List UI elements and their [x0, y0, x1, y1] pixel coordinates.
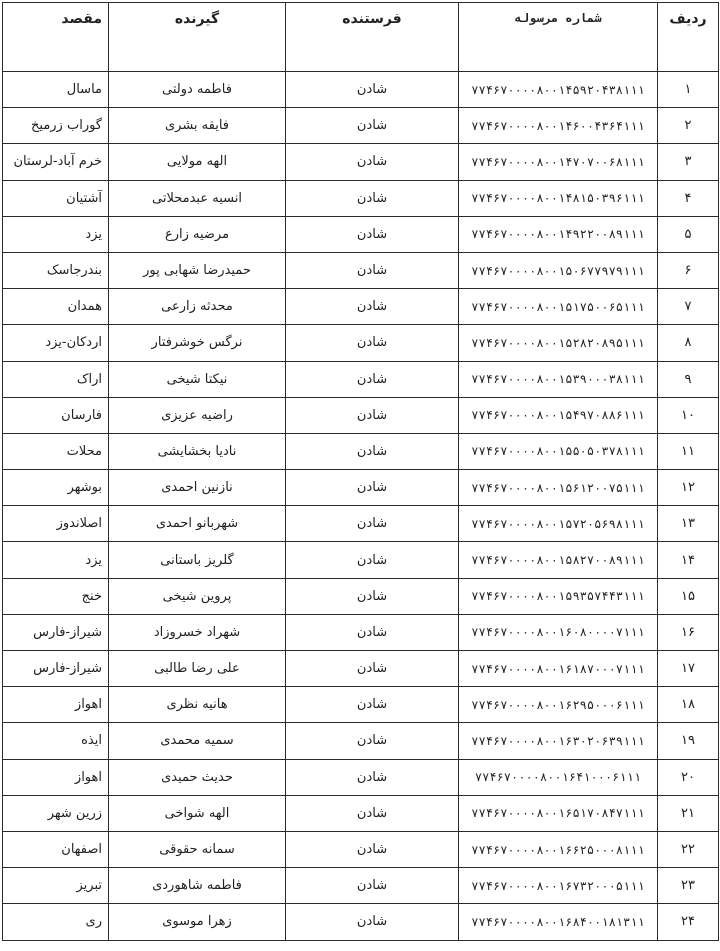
- tracking-number-cell: ۷۷۴۶۷۰۰۰۰۸۰۰۱۴۹۲۲۰۰۸۹۱۱۱: [459, 216, 658, 252]
- row-number-cell: ۱۴: [658, 542, 719, 578]
- table-row: [3, 795, 719, 831]
- receiver-cell: فاطمه دولتی: [109, 72, 286, 108]
- tracking-number-cell: ۷۷۴۶۷۰۰۰۰۸۰۰۱۵۷۲۰۵۶۹۸۱۱۱: [459, 506, 658, 542]
- receiver-cell: سمانه حقوقی: [109, 831, 286, 867]
- receiver-cell: زهرا موسوی: [109, 904, 286, 940]
- row-number-cell: ۹: [658, 361, 719, 397]
- sender-cell: شادن: [286, 180, 459, 216]
- row-number-cell: ۱۷: [658, 651, 719, 687]
- tracking-number-cell: ۷۷۴۶۷۰۰۰۰۸۰۰۱۶۸۴۰۰۱۸۱۳۱۱: [459, 904, 658, 940]
- sender-cell: شادن: [286, 578, 459, 614]
- sender-cell: شادن: [286, 506, 459, 542]
- row-number-cell: ۷: [658, 289, 719, 325]
- destination-cell: اصلاندوز: [3, 506, 109, 542]
- sender-cell: شادن: [286, 795, 459, 831]
- tracking-number-cell: ۷۷۴۶۷۰۰۰۰۸۰۰۱۶۷۳۲۰۰۰۵۱۱۱: [459, 868, 658, 904]
- receiver-cell: هانیه نظری: [109, 687, 286, 723]
- destination-cell: اراک: [3, 361, 109, 397]
- receiver-cell: حدیث حمیدی: [109, 759, 286, 795]
- header-row-number: ردیف: [658, 3, 719, 72]
- destination-cell: ایذه: [3, 723, 109, 759]
- table-row: [3, 759, 719, 795]
- row-number-cell: ۲۳: [658, 868, 719, 904]
- destination-cell: تبریز: [3, 868, 109, 904]
- receiver-cell: سمیه محمدی: [109, 723, 286, 759]
- row-number-cell: ۱۲: [658, 470, 719, 506]
- receiver-cell: شهربانو احمدی: [109, 506, 286, 542]
- sender-cell: شادن: [286, 904, 459, 940]
- tracking-number-cell: ۷۷۴۶۷۰۰۰۰۸۰۰۱۴۵۹۲۰۴۳۸۱۱۱: [459, 72, 658, 108]
- sender-cell: شادن: [286, 361, 459, 397]
- tracking-number-cell: ۷۷۴۶۷۰۰۰۰۸۰۰۱۴۷۰۷۰۰۶۸۱۱۱: [459, 144, 658, 180]
- receiver-cell: الهه شواخی: [109, 795, 286, 831]
- row-number-cell: ۱۱: [658, 433, 719, 469]
- table-row: [3, 144, 719, 180]
- table-row: [3, 433, 719, 469]
- sender-cell: شادن: [286, 542, 459, 578]
- tracking-number-cell: ۷۷۴۶۷۰۰۰۰۸۰۰۱۵۶۱۲۰۰۷۵۱۱۱: [459, 470, 658, 506]
- table-row: [3, 723, 719, 759]
- row-number-cell: ۲۰: [658, 759, 719, 795]
- receiver-cell: نیکتا شیخی: [109, 361, 286, 397]
- table-body: [3, 72, 719, 941]
- receiver-cell: الهه مولایی: [109, 144, 286, 180]
- row-number-cell: ۱: [658, 72, 719, 108]
- table-row: [3, 325, 719, 361]
- table-row: [3, 72, 719, 108]
- header-destination: مقصد: [3, 3, 109, 72]
- receiver-cell: حمیدرضا شهابی پور: [109, 252, 286, 288]
- receiver-cell: فاطمه شاهوردی: [109, 868, 286, 904]
- destination-cell: آشتیان: [3, 180, 109, 216]
- header-receiver: گیرنده: [109, 3, 286, 72]
- receiver-cell: گلریز باستانی: [109, 542, 286, 578]
- table-row: [3, 614, 719, 650]
- tracking-number-cell: ۷۷۴۶۷۰۰۰۰۸۰۰۱۵۲۸۲۰۸۹۵۱۱۱: [459, 325, 658, 361]
- shipments-table: [2, 2, 719, 941]
- table-row: [3, 252, 719, 288]
- receiver-cell: محدثه زارعی: [109, 289, 286, 325]
- table-row: [3, 397, 719, 433]
- sender-cell: شادن: [286, 831, 459, 867]
- sender-cell: شادن: [286, 723, 459, 759]
- sender-cell: شادن: [286, 397, 459, 433]
- tracking-number-cell: ۷۷۴۶۷۰۰۰۰۸۰۰۱۶۱۸۷۰۰۰۷۱۱۱: [459, 651, 658, 687]
- tracking-number-cell: ۷۷۴۶۷۰۰۰۰۸۰۰۱۵۰۶۷۷۹۷۹۱۱۱: [459, 252, 658, 288]
- row-number-cell: ۲۴: [658, 904, 719, 940]
- receiver-cell: نادیا بخشایشی: [109, 433, 286, 469]
- table-row: [3, 361, 719, 397]
- table-row: [3, 506, 719, 542]
- header-sender: فرستنده: [286, 3, 459, 72]
- table-row: [3, 578, 719, 614]
- sender-cell: شادن: [286, 651, 459, 687]
- sender-cell: شادن: [286, 868, 459, 904]
- receiver-cell: راضیه عزیزی: [109, 397, 286, 433]
- tracking-number-cell: ۷۷۴۶۷۰۰۰۰۸۰۰۱۵۳۹۰۰۰۳۸۱۱۱: [459, 361, 658, 397]
- destination-cell: ری: [3, 904, 109, 940]
- tracking-number-cell: ۷۷۴۶۷۰۰۰۰۸۰۰۱۶۳۰۲۰۶۳۹۱۱۱: [459, 723, 658, 759]
- row-number-cell: ۱۹: [658, 723, 719, 759]
- tracking-number-cell: ۷۷۴۶۷۰۰۰۰۸۰۰۱۶۲۹۵۰۰۰۶۱۱۱: [459, 687, 658, 723]
- tracking-number-cell: ۷۷۴۶۷۰۰۰۰۸۰۰۱۵۹۳۵۷۴۴۳۱۱۱: [459, 578, 658, 614]
- destination-cell: یزد: [3, 216, 109, 252]
- table-row: [3, 470, 719, 506]
- row-number-cell: ۱۰: [658, 397, 719, 433]
- sender-cell: شادن: [286, 759, 459, 795]
- tracking-number-cell: ۷۷۴۶۷۰۰۰۰۸۰۰۱۶۶۲۵۰۰۰۸۱۱۱: [459, 831, 658, 867]
- destination-cell: اردکان-یزد: [3, 325, 109, 361]
- table-header-row: [3, 3, 719, 72]
- tracking-number-cell: ۷۷۴۶۷۰۰۰۰۸۰۰۱۵۱۷۵۰۰۶۵۱۱۱: [459, 289, 658, 325]
- row-number-cell: ۱۸: [658, 687, 719, 723]
- tracking-number-cell: ۷۷۴۶۷۰۰۰۰۸۰۰۱۶۰۸۰۰۰۰۷۱۱۱: [459, 614, 658, 650]
- destination-cell: بوشهر: [3, 470, 109, 506]
- sender-cell: شادن: [286, 108, 459, 144]
- destination-cell: اهواز: [3, 759, 109, 795]
- destination-cell: یزد: [3, 542, 109, 578]
- receiver-cell: مرضیه زارع: [109, 216, 286, 252]
- tracking-number-cell: ۷۷۴۶۷۰۰۰۰۸۰۰۱۵۸۲۷۰۰۸۹۱۱۱: [459, 542, 658, 578]
- table-row: [3, 108, 719, 144]
- tracking-number-cell: ۷۷۴۶۷۰۰۰۰۸۰۰۱۶۴۱۰۰۰۶۱۱۱: [459, 759, 658, 795]
- row-number-cell: ۴: [658, 180, 719, 216]
- row-number-cell: ۲۲: [658, 831, 719, 867]
- table-row: [3, 542, 719, 578]
- sender-cell: شادن: [286, 433, 459, 469]
- sender-cell: شادن: [286, 72, 459, 108]
- table-row: [3, 831, 719, 867]
- row-number-cell: ۸: [658, 325, 719, 361]
- destination-cell: محلات: [3, 433, 109, 469]
- destination-cell: خرم آباد-لرستان: [3, 144, 109, 180]
- row-number-cell: ۲: [658, 108, 719, 144]
- row-number-cell: ۱۵: [658, 578, 719, 614]
- row-number-cell: ۱۳: [658, 506, 719, 542]
- receiver-cell: نازنین احمدی: [109, 470, 286, 506]
- table-row: [3, 180, 719, 216]
- row-number-cell: ۲۱: [658, 795, 719, 831]
- destination-cell: همدان: [3, 289, 109, 325]
- table-row: [3, 687, 719, 723]
- destination-cell: بندرجاسک: [3, 252, 109, 288]
- destination-cell: فارسان: [3, 397, 109, 433]
- sender-cell: شادن: [286, 325, 459, 361]
- row-number-cell: ۵: [658, 216, 719, 252]
- destination-cell: خنج: [3, 578, 109, 614]
- table-row: [3, 216, 719, 252]
- tracking-number-cell: ۷۷۴۶۷۰۰۰۰۸۰۰۱۶۵۱۷۰۸۴۷۱۱۱: [459, 795, 658, 831]
- row-number-cell: ۶: [658, 252, 719, 288]
- destination-cell: شیراز-فارس: [3, 651, 109, 687]
- sender-cell: شادن: [286, 252, 459, 288]
- row-number-cell: ۳: [658, 144, 719, 180]
- receiver-cell: فایقه بشری: [109, 108, 286, 144]
- table-row: [3, 904, 719, 940]
- destination-cell: گوراب زرمیخ: [3, 108, 109, 144]
- sender-cell: شادن: [286, 470, 459, 506]
- sender-cell: شادن: [286, 289, 459, 325]
- sender-cell: شادن: [286, 687, 459, 723]
- tracking-number-cell: ۷۷۴۶۷۰۰۰۰۸۰۰۱۴۶۰۰۴۳۶۴۱۱۱: [459, 108, 658, 144]
- receiver-cell: انسیه عبدمحلاتی: [109, 180, 286, 216]
- receiver-cell: شهراد خسروزاد: [109, 614, 286, 650]
- sender-cell: شادن: [286, 216, 459, 252]
- receiver-cell: علی رضا طالبی: [109, 651, 286, 687]
- tracking-number-cell: ۷۷۴۶۷۰۰۰۰۸۰۰۱۵۴۹۷۰۸۸۶۱۱۱: [459, 397, 658, 433]
- destination-cell: اهواز: [3, 687, 109, 723]
- row-number-cell: ۱۶: [658, 614, 719, 650]
- header-tracking-number: شماره مرسوله: [459, 3, 658, 72]
- sender-cell: شادن: [286, 144, 459, 180]
- sender-cell: شادن: [286, 614, 459, 650]
- table-row: [3, 289, 719, 325]
- destination-cell: زرین شهر: [3, 795, 109, 831]
- table-row: [3, 868, 719, 904]
- table-row: [3, 651, 719, 687]
- destination-cell: ماسال: [3, 72, 109, 108]
- tracking-number-cell: ۷۷۴۶۷۰۰۰۰۸۰۰۱۴۸۱۵۰۳۹۶۱۱۱: [459, 180, 658, 216]
- destination-cell: شیراز-فارس: [3, 614, 109, 650]
- destination-cell: اصفهان: [3, 831, 109, 867]
- tracking-number-cell: ۷۷۴۶۷۰۰۰۰۸۰۰۱۵۵۰۵۰۳۷۸۱۱۱: [459, 433, 658, 469]
- receiver-cell: نرگس خوشرفتار: [109, 325, 286, 361]
- receiver-cell: پروین شیخی: [109, 578, 286, 614]
